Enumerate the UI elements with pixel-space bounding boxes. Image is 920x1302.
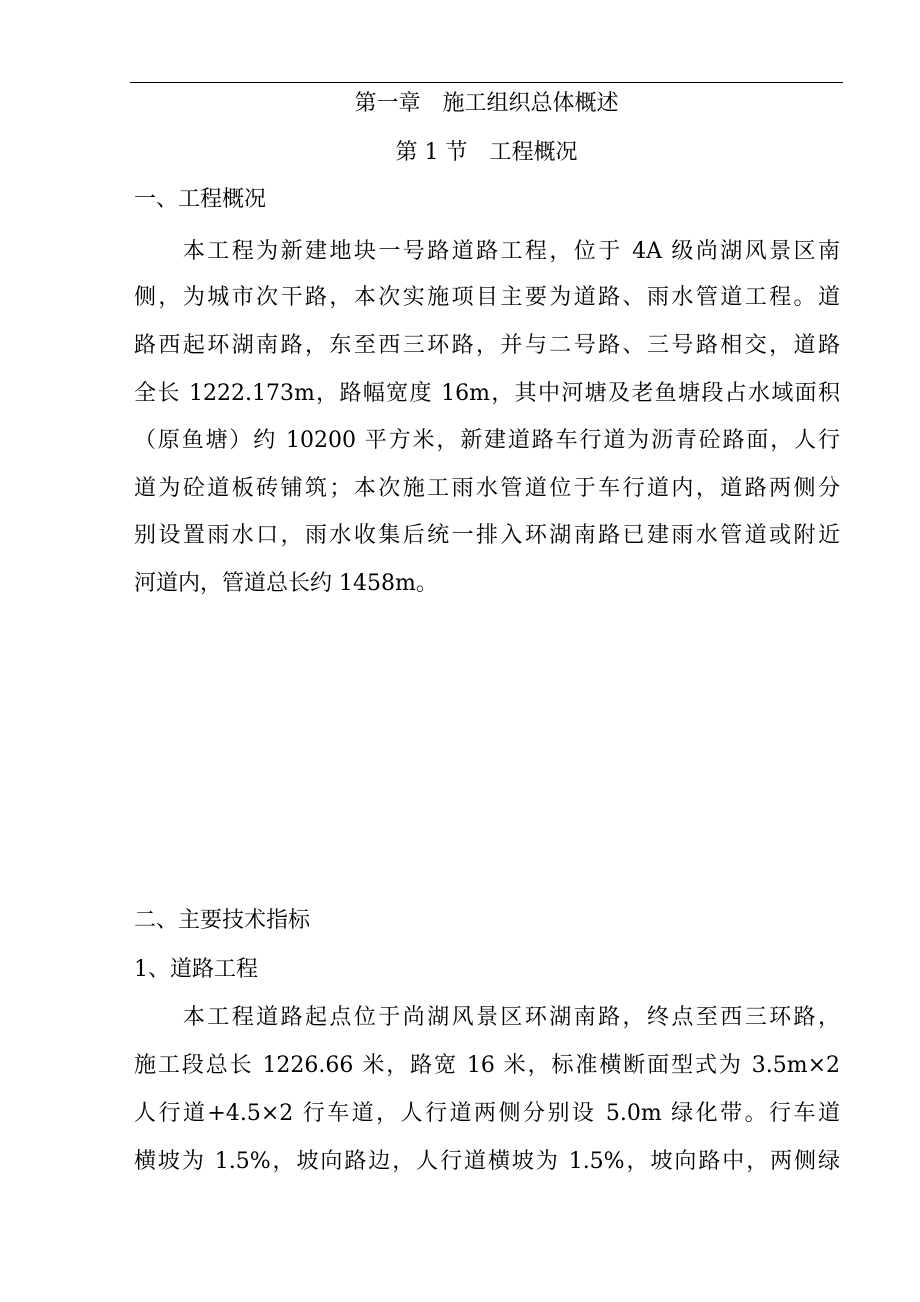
paragraph-line: （原鱼塘）约 10200 平方米，新建道路车行道为沥青砼路面，人行 [134, 428, 840, 453]
paragraph-line: 全长 1222.173m，路幅宽度 16m，其中河塘及老鱼塘段占水域面积 [134, 381, 840, 406]
section-title: 第 1 节 工程概况 [395, 140, 578, 165]
paragraph-line: 本工程为新建地块一号路道路工程，位于 4A 级尚湖风景区南 [134, 239, 840, 264]
paragraph-line: 别设置雨水口，雨水收集后统一排入环湖南路已建雨水管道或附近 [134, 523, 840, 548]
header-rule [130, 82, 843, 83]
paragraph-line: 侧，为城市次干路，本次实施项目主要为道路、雨水管道工程。道 [134, 285, 840, 310]
heading-project-overview: 一、工程概况 [134, 187, 267, 212]
paragraph-line: 施工段总长 1226.66 米，路宽 16 米，标准横断面型式为 3.5m×2 [134, 1053, 840, 1078]
paragraph-line: 人行道+4.5×2 行车道，人行道两侧分别设 5.0m 绿化带。行车道 [134, 1101, 840, 1126]
chapter-title: 第一章 施工组织总体概述 [354, 91, 619, 116]
paragraph-line: 道为砼道板砖铺筑；本次施工雨水管道位于车行道内，道路两侧分 [134, 476, 840, 501]
paragraph-line: 路西起环湖南路，东至西三环路，并与二号路、三号路相交，道路 [134, 333, 840, 358]
paragraph-line: 河道内，管道总长约 1458m。 [134, 571, 438, 596]
paragraph-line: 横坡为 1.5%，坡向路边，人行道横坡为 1.5%，坡向路中，两侧绿 [134, 1149, 840, 1174]
heading-main-indicators: 二、主要技术指标 [134, 908, 311, 933]
paragraph-line: 本工程道路起点位于尚湖风景区环湖南路，终点至西三环路， [134, 1005, 840, 1030]
heading-road-works: 1、道路工程 [134, 957, 258, 982]
